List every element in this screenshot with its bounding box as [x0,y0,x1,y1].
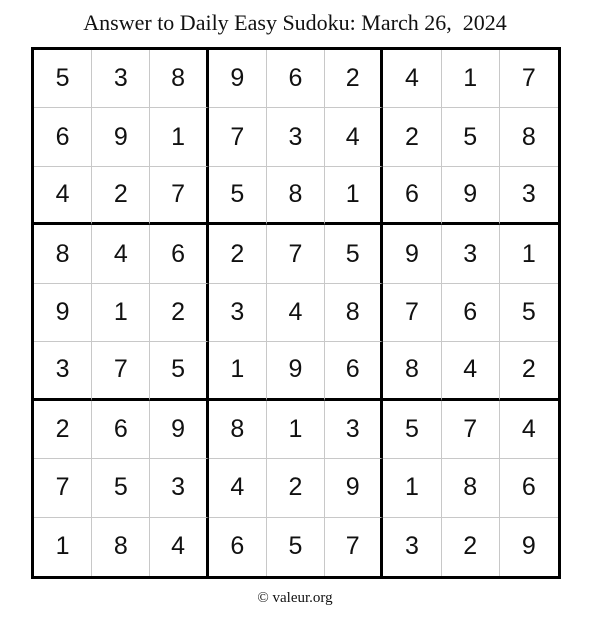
sudoku-cell-r3c9: 3 [500,167,558,225]
sudoku-cell-r6c6: 6 [325,342,383,400]
sudoku-cell-r7c9: 4 [500,401,558,459]
sudoku-cell-r7c6: 3 [325,401,383,459]
sudoku-cell-r9c8: 2 [442,518,500,576]
sudoku-cell-r4c3: 6 [150,225,208,283]
sudoku-cell-r8c7: 1 [383,459,441,517]
sudoku-cell-r6c3: 5 [150,342,208,400]
sudoku-cell-r9c9: 9 [521,532,536,561]
sudoku-cell-r1c7: 4 [383,50,441,108]
sudoku-cell-r9c2: 8 [92,518,150,576]
sudoku-cell-r6c5: 9 [267,342,325,400]
sudoku-cell-r6c4: 1 [209,342,267,400]
sudoku-cell-r8c3: 3 [150,459,208,517]
sudoku-cell-r4c1: 8 [34,225,92,283]
sudoku-cell-r7c7: 5 [383,401,441,459]
sudoku-cell-r7c2: 6 [92,401,150,459]
sudoku-cell-r1c3: 8 [150,50,208,108]
sudoku-cell-r7c3: 9 [150,401,208,459]
sudoku-cell-r1c2: 3 [92,50,150,108]
sudoku-cell-r4c9: 1 [500,225,558,283]
sudoku-cell-r8c1: 7 [34,459,92,517]
sudoku-cell-r3c6: 1 [325,167,383,225]
sudoku-cell-r9c1: 1 [34,518,92,576]
sudoku-cell-r8c5: 2 [267,459,325,517]
sudoku-cell-r8c9: 6 [500,459,558,517]
sudoku-cell-r5c9: 5 [500,284,558,342]
sudoku-cell-r7c8: 7 [442,401,500,459]
sudoku-cell-r5c5: 4 [267,284,325,342]
sudoku-cell-r6c2: 7 [92,342,150,400]
sudoku-cell-r4c7: 9 [383,225,441,283]
sudoku-cell-r3c4: 5 [209,167,267,225]
sudoku-cell-r4c2: 4 [92,225,150,283]
sudoku-cell-r4c4: 2 [209,225,267,283]
sudoku-cell-r3c2: 2 [92,167,150,225]
sudoku-cell-r8c8: 8 [442,459,500,517]
sudoku-cell-r5c2: 1 [92,284,150,342]
sudoku-cell-r3c8: 9 [442,167,500,225]
sudoku-cell-r5c8: 6 [442,284,500,342]
sudoku-cell-r6c1: 3 [34,342,92,400]
sudoku-cell-r4c6: 5 [325,225,383,283]
sudoku-cell-r1c8: 1 [442,50,500,108]
sudoku-cell-r2c2: 9 [92,108,150,166]
sudoku-cell-r8c2: 5 [92,459,150,517]
sudoku-cell-r7c4: 8 [209,401,267,459]
sudoku-cell-r8c4: 4 [209,459,267,517]
sudoku-cell-r5c7: 7 [383,284,441,342]
puzzle-title: Answer to Daily Easy Sudoku: March 26, 2024 [83,10,507,35]
sudoku-cell-r6c9: 2 [500,342,558,400]
sudoku-cell-r9c3: 4 [150,518,208,576]
sudoku-cell-r1c6: 2 [325,50,383,108]
sudoku-cell-r2c9: 8 [500,108,558,166]
sudoku-cell-r1c1: 5 [34,50,92,108]
sudoku-cell-r2c8: 5 [442,108,500,166]
sudoku-cell-r5c1: 9 [34,284,92,342]
sudoku-cell-r3c7: 6 [383,167,441,225]
sudoku-cell-r2c3: 1 [150,108,208,166]
sudoku-cell-r8c6: 9 [325,459,383,517]
sudoku-cell-r1c9: 7 [500,50,558,108]
sudoku-cell-r2c1: 6 [34,108,92,166]
sudoku-cell-r5c4: 3 [209,284,267,342]
sudoku-cell-r9c6: 7 [325,518,383,576]
sudoku-cell-r5c3: 2 [150,284,208,342]
sudoku-cell-r7c5: 1 [267,401,325,459]
sudoku-cell-r3c5: 8 [267,167,325,225]
sudoku-grid [31,47,561,579]
sudoku-cell-r4c5: 7 [267,225,325,283]
sudoku-cell-r2c4: 7 [209,108,267,166]
sudoku-cell-r7c1: 2 [34,401,92,459]
sudoku-cell-r6c8: 4 [442,342,500,400]
copyright-footer: © valeur.org [257,590,333,606]
sudoku-cell-r6c7: 8 [383,342,441,400]
sudoku-cell-r3c1: 4 [34,167,92,225]
sudoku-cell-r9c4: 6 [209,518,267,576]
sudoku-cell-r1c5: 6 [267,50,325,108]
sudoku-cell-r3c3: 7 [150,167,208,225]
sudoku-cell-r4c8: 3 [442,225,500,283]
sudoku-cell-r9c7: 3 [383,518,441,576]
sudoku-cell-r2c5: 3 [267,108,325,166]
sudoku-cell-r2c6: 4 [325,108,383,166]
sudoku-cell-r9c5: 5 [267,518,325,576]
sudoku-cell-r1c4: 9 [209,50,267,108]
sudoku-cell-r5c6: 8 [325,284,383,342]
sudoku-cell-r2c7: 2 [383,108,441,166]
